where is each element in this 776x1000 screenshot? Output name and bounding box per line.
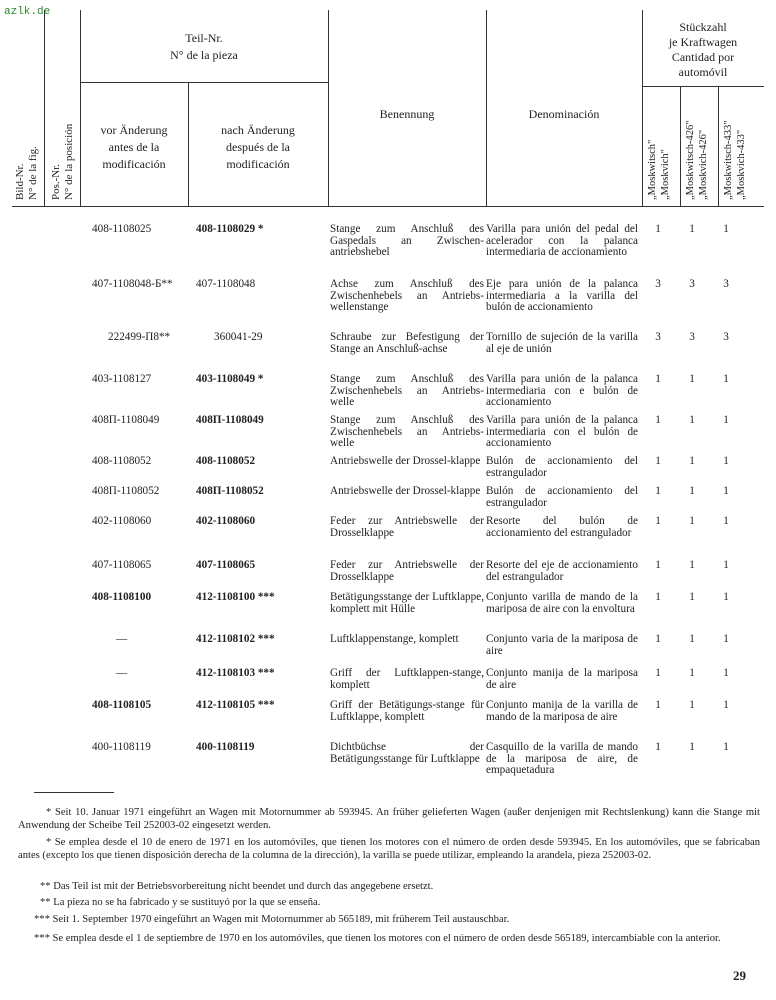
qty-moskvich: 1 bbox=[655, 515, 661, 527]
qty-moskvich: 1 bbox=[655, 741, 661, 753]
new-part-number: 408П-1108049 bbox=[196, 414, 264, 426]
german-name: Betätigungsstange der Luftklappe, komplett mit Hülle bbox=[330, 591, 484, 615]
qty-moskvich: 1 bbox=[655, 559, 661, 571]
qty-moskvich-426: 1 bbox=[689, 414, 695, 426]
spanish-name: Bulón de accionamiento del estrangulador bbox=[486, 455, 638, 479]
qty-moskvich-433: 1 bbox=[723, 633, 729, 645]
qty-moskvich-426: 1 bbox=[689, 591, 695, 603]
german-name: Antriebswelle der Drossel-klappe bbox=[330, 455, 481, 467]
qty-moskvich: 1 bbox=[655, 485, 661, 497]
table-header bbox=[12, 10, 764, 206]
german-name: Stange zum Anschluß des Gaspedals an Zwischen-antriebshebel bbox=[330, 223, 484, 258]
old-part-number: 408-1108100 bbox=[92, 591, 152, 603]
footnote: * Seit 10. Januar 1971 eingeführt an Wagen mit Motornummer ab 593945. An früher gelieferten Wagen (außer denjenigen mit Rechtslenkung) kann die Stange mit Anwendung der Scheibe Teil 252003-02 eingesetzt werden. bbox=[18, 807, 760, 831]
old-part-number: 222499-П8** bbox=[108, 331, 171, 343]
qty-moskvich-433: 1 bbox=[723, 559, 729, 571]
german-name: Griff der Luftklappen-stange, komplett bbox=[330, 667, 484, 691]
footnote: ** Das Teil ist mit der Betriebsvorbereitung nicht beendet und durch das angegebene ersetzt. bbox=[40, 881, 434, 892]
qty-moskvich: 1 bbox=[655, 223, 661, 235]
old-part-number: 408-1108052 bbox=[92, 455, 152, 467]
qty-moskvich-426: 1 bbox=[689, 667, 695, 679]
new-part-number: 407-1108048 bbox=[196, 278, 256, 290]
moskvich-426-column-header: „Moskwitsch-426" „Moskvich-426" bbox=[685, 120, 709, 200]
german-name: Luftklappenstange, komplett bbox=[330, 633, 459, 645]
qty-moskvich: 1 bbox=[655, 591, 661, 603]
watermark: azlk.de bbox=[4, 6, 51, 18]
spanish-name: Resorte del bulón de accionamiento del estrangulador bbox=[486, 515, 638, 539]
spanish-name: Varilla para unión del pedal del acelerador con la palanca intermediaria de accionamiento bbox=[486, 223, 638, 258]
spanish-name: Conjunto manija de la mariposa de aire bbox=[486, 667, 638, 691]
quantity-header: Stückzahl je Kraftwagen Cantidad por automóvil bbox=[668, 20, 738, 79]
german-name: Schraube zur Befestigung der Stange an Anschluß-achse bbox=[330, 331, 484, 355]
moskvich-column-header: „Moskwitsch" „Moskvich" bbox=[647, 139, 671, 200]
qty-moskvich-433: 1 bbox=[723, 455, 729, 467]
spanish-name: Conjunto varia de la mariposa de aire bbox=[486, 633, 638, 657]
new-part-number: 360041-29 bbox=[214, 331, 263, 343]
position-number-header: Pos.-Nr. N° de la posición bbox=[50, 123, 75, 200]
footnote: *** Se emplea desde el 1 de septiembre de 1970 en los automóviles, que tienen los motores con el número de orden desde 565189, intercambiable con la anterior. bbox=[34, 933, 721, 944]
new-part-number: 408-1108029 * bbox=[196, 223, 264, 235]
part-number-header: Teil-Nr. N° de la pieza bbox=[170, 31, 238, 62]
qty-moskvich: 1 bbox=[655, 455, 661, 467]
german-name: Dichtbüchse der Betätigungsstange für Luftklappe bbox=[330, 741, 484, 765]
qty-moskvich-433: 1 bbox=[723, 414, 729, 426]
old-part-number: — bbox=[116, 633, 128, 645]
new-part-number: 400-1108119 bbox=[196, 741, 255, 753]
qty-moskvich-433: 1 bbox=[723, 741, 729, 753]
benennung-header: Benennung bbox=[379, 107, 435, 121]
spanish-name: Tornillo de sujeción de la varilla al eje de unión bbox=[486, 331, 638, 355]
qty-moskvich-426: 1 bbox=[689, 741, 695, 753]
spanish-name: Bulón de accionamiento del estrangulador bbox=[486, 485, 638, 509]
german-name: Stange zum Anschluß des Zwischenhebels an Antriebs-welle bbox=[330, 373, 484, 408]
qty-moskvich-433: 1 bbox=[723, 485, 729, 497]
qty-moskvich-433: 1 bbox=[723, 591, 729, 603]
qty-moskvich: 3 bbox=[655, 331, 661, 343]
old-part-number: 402-1108060 bbox=[92, 515, 152, 527]
spanish-name: Varilla para unión de la palanca intermediaria con e bulón de accionamiento bbox=[486, 373, 638, 408]
new-part-number: 412-1108105 *** bbox=[196, 699, 275, 711]
qty-moskvich: 1 bbox=[655, 633, 661, 645]
spanish-name: Varilla para unión de la palanca intermediaria con el bulón de accionamiento bbox=[486, 414, 638, 449]
german-name: Achse zum Anschluß des Zwischenhebels an Antriebs-wellenstange bbox=[330, 278, 484, 313]
german-name: Stange zum Anschluß des Zwischenhebels an Antriebs-welle bbox=[330, 414, 484, 449]
qty-moskvich-433: 1 bbox=[723, 667, 729, 679]
qty-moskvich-426: 3 bbox=[689, 278, 695, 290]
moskvich-433-column-header: „Moskwitsch-433" „Moskvich-433" bbox=[723, 120, 747, 200]
old-part-number: 407-1108048-Б** bbox=[92, 278, 173, 290]
qty-moskvich-433: 1 bbox=[723, 223, 729, 235]
qty-moskvich-426: 1 bbox=[689, 633, 695, 645]
qty-moskvich: 1 bbox=[655, 699, 661, 711]
footnote: *** Seit 1. September 1970 eingeführt an Wagen mit Motornummer ab 565189, mit früherem Teil austauschbar. bbox=[34, 914, 510, 925]
qty-moskvich-433: 3 bbox=[723, 331, 729, 343]
denominacion-header: Denominación bbox=[528, 107, 600, 121]
old-part-number: 408-1108025 bbox=[92, 223, 152, 235]
qty-moskvich-426: 1 bbox=[689, 559, 695, 571]
new-part-number: 412-1108100 *** bbox=[196, 591, 275, 603]
german-name: Feder zur Antriebswelle der Drosselklappe bbox=[330, 515, 484, 539]
new-part-number: 408-1108052 bbox=[196, 455, 256, 467]
old-part-number: 408П-1108052 bbox=[92, 485, 160, 497]
qty-moskvich: 3 bbox=[655, 278, 661, 290]
new-part-number: 407-1108065 bbox=[196, 559, 256, 571]
new-part-number: 402-1108060 bbox=[196, 515, 256, 527]
qty-moskvich: 1 bbox=[655, 667, 661, 679]
qty-moskvich-426: 1 bbox=[689, 223, 695, 235]
fig-number-header: Bild-Nr. N° de la fig. bbox=[14, 146, 39, 200]
german-name: Feder zur Antriebswelle der Drosselklappe bbox=[330, 559, 484, 583]
old-part-number: 408П-1108049 bbox=[92, 414, 160, 426]
qty-moskvich-426: 1 bbox=[689, 373, 695, 385]
old-part-number: 403-1108127 bbox=[92, 373, 152, 385]
page-number: 29 bbox=[733, 968, 746, 983]
old-part-number: 408-1108105 bbox=[92, 699, 152, 711]
before-change-header: vor Änderung antes de la modificación bbox=[100, 123, 168, 171]
qty-moskvich-433: 1 bbox=[723, 699, 729, 711]
new-part-number: 403-1108049 * bbox=[196, 373, 264, 385]
old-part-number: 400-1108119 bbox=[92, 741, 151, 753]
qty-moskvich-426: 1 bbox=[689, 485, 695, 497]
qty-moskvich-433: 1 bbox=[723, 373, 729, 385]
spanish-name: Conjunto manija de la varilla de mando de la mariposa de aire bbox=[486, 699, 638, 723]
footnote-divider bbox=[34, 792, 114, 793]
german-name: Antriebswelle der Drossel-klappe bbox=[330, 485, 481, 497]
qty-moskvich-426: 1 bbox=[689, 455, 695, 467]
qty-moskvich-426: 3 bbox=[689, 331, 695, 343]
old-part-number: 407-1108065 bbox=[92, 559, 152, 571]
after-change-header: nach Änderung después de la modificación bbox=[221, 123, 295, 171]
qty-moskvich-426: 1 bbox=[689, 515, 695, 527]
footnote: ** La pieza no se ha fabricado y se sustituyó por la que se enseña. bbox=[40, 897, 321, 908]
german-name: Griff der Betätigungs-stange für Luftklappe, komplett bbox=[330, 699, 484, 723]
new-part-number: 408П-1108052 bbox=[196, 485, 264, 497]
qty-moskvich-426: 1 bbox=[689, 699, 695, 711]
old-part-number: — bbox=[116, 667, 128, 679]
spanish-name: Conjunto varilla de mando de la mariposa de aire con la envoltura bbox=[486, 591, 638, 615]
footnote: * Se emplea desde el 10 de enero de 1971 en los automóviles, que tienen los motores con el número de orden desde 593945. En los automóviles, que se fabricaban antes (excepto los que tienen disposición derecha de la columna de la dirección), la varilla se puede utilizar, empleando la arandela, pieza 252003-02. bbox=[18, 837, 760, 861]
spanish-name: Casquillo de la varilla de mando de la mariposa de aire, de empaquetadura bbox=[486, 741, 638, 776]
qty-moskvich: 1 bbox=[655, 373, 661, 385]
spanish-name: Eje para unión de la palanca intermediaria a la varilla del bulón de accionamiento bbox=[486, 278, 638, 313]
qty-moskvich: 1 bbox=[655, 414, 661, 426]
qty-moskvich-433: 1 bbox=[723, 515, 729, 527]
new-part-number: 412-1108102 *** bbox=[196, 633, 275, 645]
new-part-number: 412-1108103 *** bbox=[196, 667, 275, 679]
qty-moskvich-433: 3 bbox=[723, 278, 729, 290]
spanish-name: Resorte del eje de accionamiento del estrangulador bbox=[486, 559, 638, 583]
